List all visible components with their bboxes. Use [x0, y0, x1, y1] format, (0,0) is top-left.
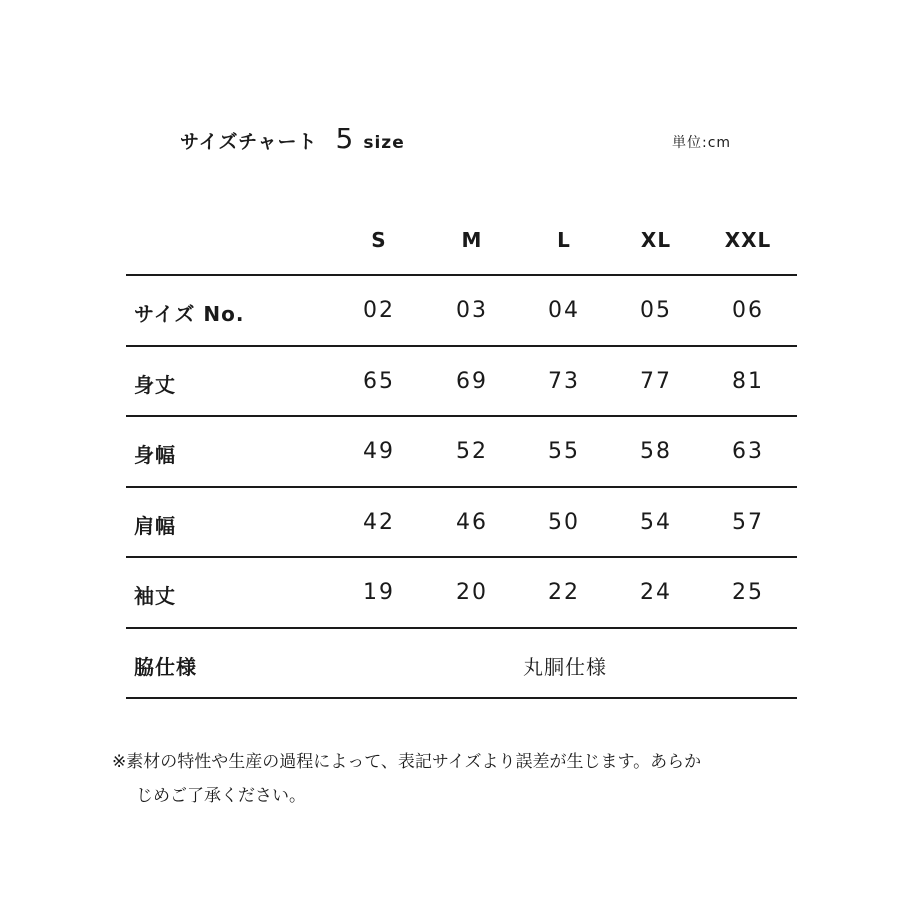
page-title: サイズチャート: [180, 131, 318, 153]
table-cell: 46: [456, 510, 488, 535]
column-header-s: S: [371, 228, 387, 252]
table-cell: 49: [363, 439, 395, 464]
column-header-xl: XL: [640, 228, 672, 252]
table-cell: 42: [363, 510, 395, 535]
note-line: ※素材の特性や生産の過程によって、表記サイズより誤差が生じます。あらか: [112, 752, 702, 772]
table-cell: 55: [548, 439, 580, 464]
table-cell: 02: [363, 298, 395, 323]
table-cell: 58: [640, 439, 672, 464]
table-row-body-length: [0, 347, 920, 418]
row-label: サイズ No.: [134, 302, 245, 326]
table-cell: 65: [363, 369, 395, 394]
table-cell: 24: [640, 580, 672, 605]
table-cell: 54: [640, 510, 672, 535]
note-line: じめご了承ください。: [136, 786, 306, 806]
table-cell: 19: [363, 580, 395, 605]
table-row-size-no: [0, 276, 920, 347]
table-cell: 25: [732, 580, 764, 605]
table-cell: 52: [456, 439, 488, 464]
table-cell: 22: [548, 580, 580, 605]
table-row-side-spec: [0, 629, 920, 700]
unit-label: 単位:cm: [672, 135, 732, 151]
merged-cell: 丸胴仕様: [523, 655, 607, 679]
row-label: 身幅: [134, 443, 176, 467]
chart-header: [180, 122, 405, 155]
size-column-headers: [0, 228, 920, 258]
table-cell: 77: [640, 369, 672, 394]
row-label: 脇仕様: [134, 655, 197, 679]
table-cell: 05: [640, 298, 672, 323]
table-cell: 69: [456, 369, 488, 394]
table-cell: 57: [732, 510, 764, 535]
table-cell: 03: [456, 298, 488, 323]
size-count-suffix: size: [363, 133, 405, 153]
disclaimer-note: [112, 745, 832, 813]
table-cell: 81: [732, 369, 764, 394]
row-label: 肩幅: [134, 514, 176, 538]
table-row-sleeve-length: [0, 558, 920, 629]
row-label: 袖丈: [134, 584, 176, 608]
table-row-shoulder-width: [0, 488, 920, 559]
column-header-l: L: [557, 228, 571, 252]
table-cell: 73: [548, 369, 580, 394]
table-cell: 63: [732, 439, 764, 464]
table-cell: 50: [548, 510, 580, 535]
row-label: 身丈: [134, 373, 176, 397]
size-count: 5: [335, 122, 354, 155]
column-header-m: M: [461, 228, 483, 252]
table-row-body-width: [0, 417, 920, 488]
table-divider: [126, 697, 797, 699]
column-header-xxl: XXL: [724, 228, 772, 252]
table-cell: 04: [548, 298, 580, 323]
table-cell: 20: [456, 580, 488, 605]
table-cell: 06: [732, 298, 764, 323]
